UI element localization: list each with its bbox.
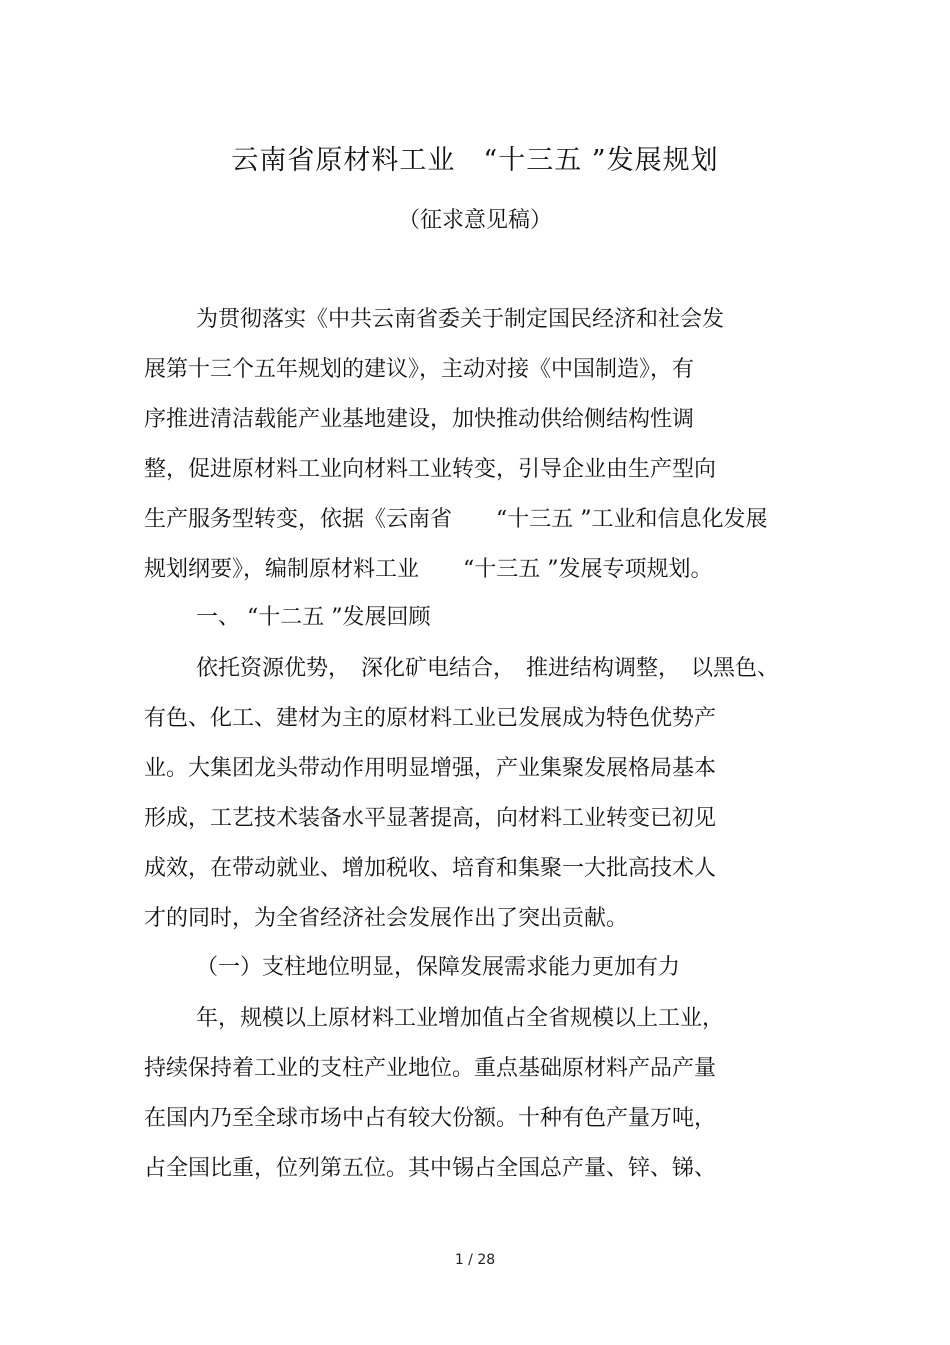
paragraph-line: 依托资源优势， 深化矿电结合， 推进结构调整， 以黑色、 — [196, 656, 780, 681]
paragraph-line: 成效，在带动就业、增加税收、培育和集聚一大批高技术人 — [144, 856, 717, 881]
paragraph-line: 占全国比重，位列第五位。其中锡占全国总产量、锌、锑、 — [144, 1156, 717, 1181]
paragraph-line: 持续保持着工业的支柱产业地位。重点基础原材料产品产量 — [144, 1056, 717, 1081]
page-number: 1 / 28 — [454, 1252, 496, 1268]
paragraph-line: 才的同时，为全省经济社会发展作出了突出贡献。 — [144, 906, 629, 931]
paragraph-line: 年，规模以上原材料工业增加值占全省规模以上工业， — [196, 1006, 725, 1031]
document-subtitle: （征求意见稿） — [397, 208, 552, 233]
paragraph-line: 有色、化工、建材为主的原材料工业已发展成为特色优势产 — [144, 706, 717, 731]
section-heading: 一、 “十二五 ”发展回顾 — [196, 605, 431, 630]
subsection-heading: （一）支柱地位明显，保障发展需求能力更加有力 — [196, 955, 681, 980]
paragraph-line: 形成，工艺技术装备水平显著提高，向材料工业转变已初见 — [144, 806, 717, 831]
document-title: 云南省原材料工业 “十三五 ”发展规划 — [231, 145, 719, 176]
paragraph-line: 生产服务型转变，依据《云南省 “十三五 ”工业和信息化发展 — [144, 507, 768, 532]
paragraph-line: 为贯彻落实《中共云南省委关于制定国民经济和社会发 — [196, 307, 725, 332]
paragraph-line: 在国内乃至全球市场中占有较大份额。十种有色产量万吨， — [144, 1106, 717, 1131]
paragraph-line: 展第十三个五年规划的建议》，主动对接《中国制造》，有 — [144, 357, 695, 382]
paragraph-line: 业。大集团龙头带动作用明显增强，产业集聚发展格局基本 — [144, 756, 717, 781]
paragraph-line: 序推进清洁载能产业基地建设，加快推动供给侧结构性调 — [144, 407, 695, 432]
paragraph-line: 整，促进原材料工业向材料工业转变，引导企业由生产型向 — [144, 457, 717, 482]
paragraph-line: 规划纲要》，编制原材料工业 “十三五 ”发展专项规划。 — [144, 557, 713, 582]
